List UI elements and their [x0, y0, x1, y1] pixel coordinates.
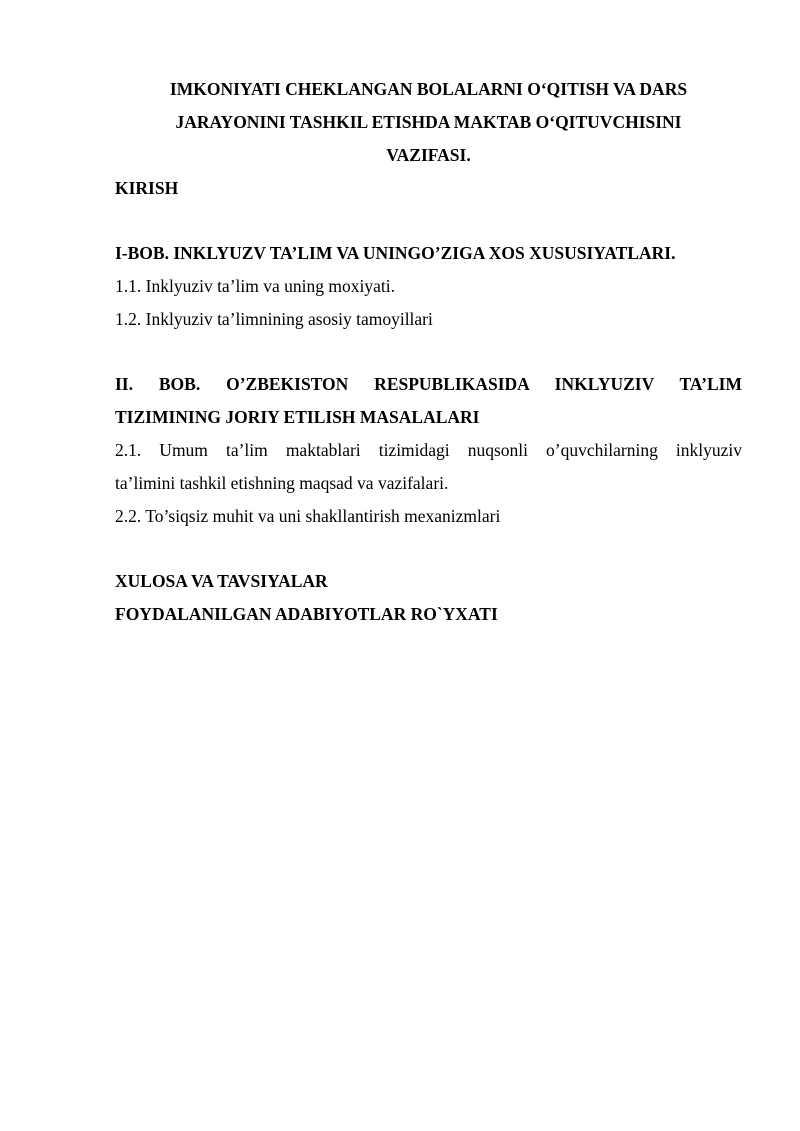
spacer	[115, 533, 742, 565]
section-1-2: 1.2. Inklyuziv ta’limnining asosiy tamoyillari	[115, 309, 433, 329]
document-title-line-2: JARAYONINI TASHKIL ETISHDA MAKTAB O‘QITUVCHISINI	[175, 112, 682, 132]
section-1-1: 1.1. Inklyuziv ta’lim va uning moxiyati.	[115, 276, 395, 296]
section-2-1-line-2: ta’limini tashkil etishning maqsad va vazifalari.	[115, 473, 449, 493]
table-of-contents	[115, 73, 742, 631]
spacer	[115, 205, 742, 237]
intro-heading: KIRISH	[115, 178, 179, 198]
chapter-2-heading-line-1: II. BOB. O’ZBEKISTON RESPUBLIKASIDA INKLYUZIV TA’LIM	[115, 374, 742, 394]
spacer	[115, 336, 742, 368]
references-heading: FOYDALANILGAN ADABIYOTLAR RO`YXATI	[115, 604, 498, 624]
chapter-2-heading-line-2: TIZIMINING JORIY ETILISH MASALALARI	[115, 407, 480, 427]
chapter-1-heading: I-BOB. INKLYUZV TA’LIM VA UNINGO’ZIGA XOS XUSUSIYATLARI.	[115, 243, 676, 263]
section-2-1-line-1: 2.1. Umum ta’lim maktablari tizimidagi nuqsonli o’quvchilarning inklyuziv	[115, 440, 742, 460]
section-2-2: 2.2. To’siqsiz muhit va uni shakllantirish mexanizmlari	[115, 506, 501, 526]
conclusion-heading: XULOSA VA TAVSIYALAR	[115, 571, 328, 591]
document-title-line-1: IMKONIYATI CHEKLANGAN BOLALARNI O‘QITISH VA DARS	[169, 79, 688, 99]
document-title-line-3: VAZIFASI.	[386, 145, 471, 165]
